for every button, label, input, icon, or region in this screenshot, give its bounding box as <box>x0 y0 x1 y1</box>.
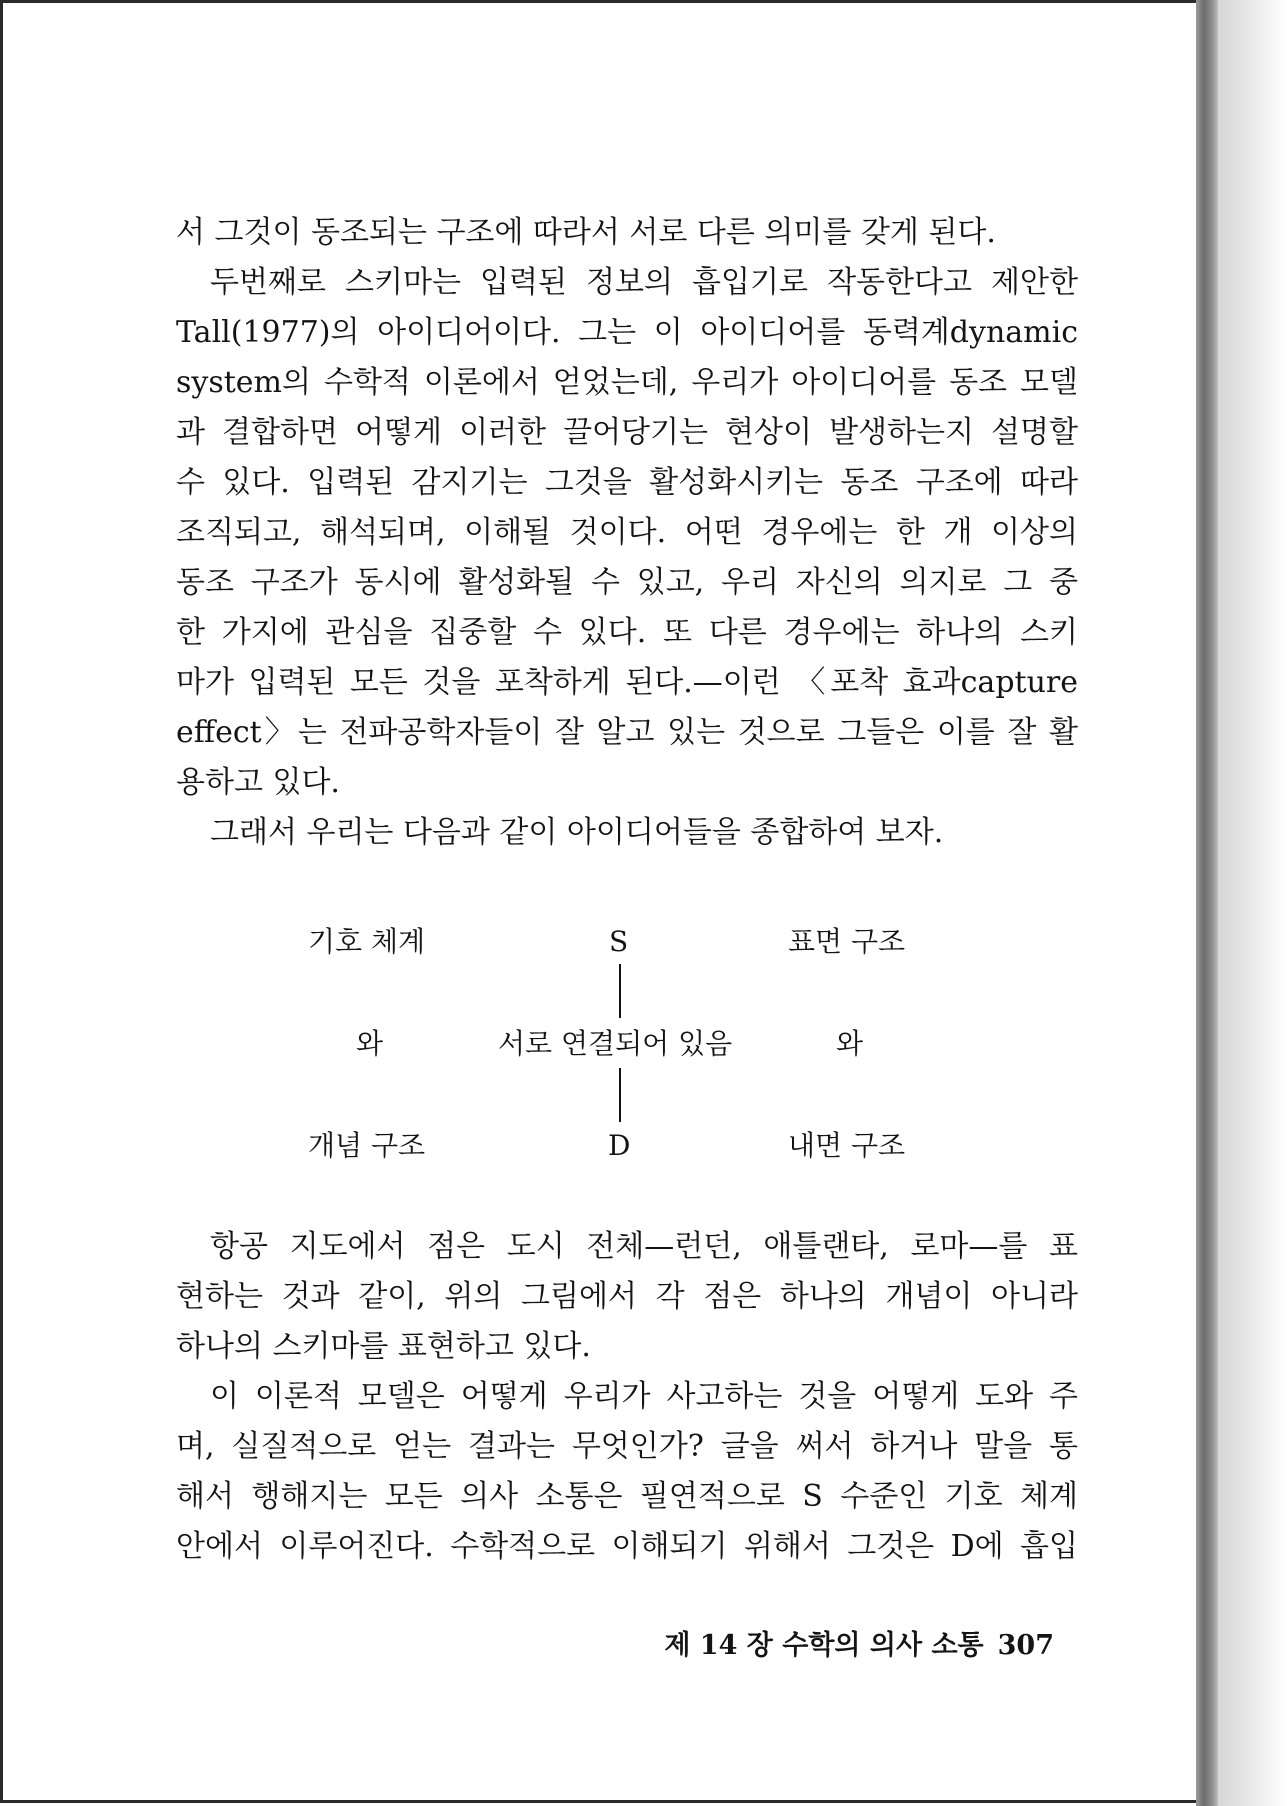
body-line: 해서 행해지는 모든 의사 소통은 필연적으로 S 수준인 기호 체계 <box>176 1479 1078 1514</box>
body-line: 그래서 우리는 다음과 같이 아이디어들을 종합하여 보자. <box>210 815 944 850</box>
body-line: 과 결합하면 어떻게 이러한 끌어당기는 현상이 발생하는지 설명할 <box>176 415 1078 450</box>
body-line: 조직되고, 해석되며, 이해될 것이다. 어떤 경우에는 한 개 이상의 <box>176 515 1078 550</box>
page-number: 307 <box>997 1630 1054 1661</box>
chapter-title: 제 14 장 수학의 의사 소통 <box>664 1630 984 1661</box>
diagram-middle-right: 와 <box>836 1027 864 1060</box>
page-edge-shadow <box>1218 0 1288 1806</box>
body-line: 마가 입력된 모든 것을 포착하게 된다.—이런 〈포착 효과capture <box>176 665 1078 700</box>
body-line: 동조 구조가 동시에 활성화될 수 있고, 우리 자신의 의지로 그 중 <box>176 565 1078 600</box>
running-footer <box>664 1626 1054 1666</box>
diagram-connector-top <box>619 964 621 1018</box>
diagram-connector-bottom <box>619 1068 621 1122</box>
body-line: 현하는 것과 같이, 위의 그림에서 각 점은 하나의 개념이 아니라 <box>176 1279 1078 1314</box>
body-line: 수 있다. 입력된 감지기는 그것을 활성화시키는 동조 구조에 따라 <box>176 465 1078 500</box>
body-line: 용하고 있다. <box>176 765 340 800</box>
diagram-bottom-center: D <box>608 1129 631 1162</box>
body-line: 이 이론적 모델은 어떻게 우리가 사고하는 것을 어떻게 도와 주 <box>210 1379 1078 1414</box>
body-line: 항공 지도에서 점은 도시 전체—런던, 애틀랜타, 로마—를 표 <box>210 1229 1078 1264</box>
page-edge <box>1196 0 1218 1806</box>
diagram-middle-center: 서로 연결되어 있음 <box>498 1027 733 1060</box>
diagram-bottom-left: 개념 구조 <box>308 1129 426 1162</box>
body-line: 서 그것이 동조되는 구조에 따라서 서로 다른 의미를 갖게 된다. <box>176 215 996 250</box>
diagram-top-left: 기호 체계 <box>308 925 426 958</box>
diagram-top-right: 표면 구조 <box>788 925 906 958</box>
diagram-top-center: S <box>609 925 629 958</box>
diagram-middle-left: 와 <box>356 1027 384 1060</box>
body-line: system의 수학적 이론에서 얻었는데, 우리가 아이디어를 동조 모델 <box>176 365 1078 400</box>
body-line: 하나의 스키마를 표현하고 있다. <box>176 1329 591 1364</box>
body-line: 두번째로 스키마는 입력된 정보의 흡입기로 작동한다고 제안한 <box>210 265 1078 300</box>
body-line: 안에서 이루어진다. 수학적으로 이해되기 위해서 그것은 D에 흡입 <box>176 1529 1078 1564</box>
diagram-bottom-right: 내면 구조 <box>788 1129 906 1162</box>
body-line: effect〉는 전파공학자들이 잘 알고 있는 것으로 그들은 이를 잘 활 <box>176 715 1078 750</box>
body-line: 며, 실질적으로 얻는 결과는 무엇인가? 글을 써서 하거나 말을 통 <box>176 1429 1078 1464</box>
body-line: Tall(1977)의 아이디어이다. 그는 이 아이디어를 동력계dynamic <box>176 315 1078 350</box>
body-line: 한 가지에 관심을 집중할 수 있다. 또 다른 경우에는 하나의 스키 <box>176 615 1078 650</box>
